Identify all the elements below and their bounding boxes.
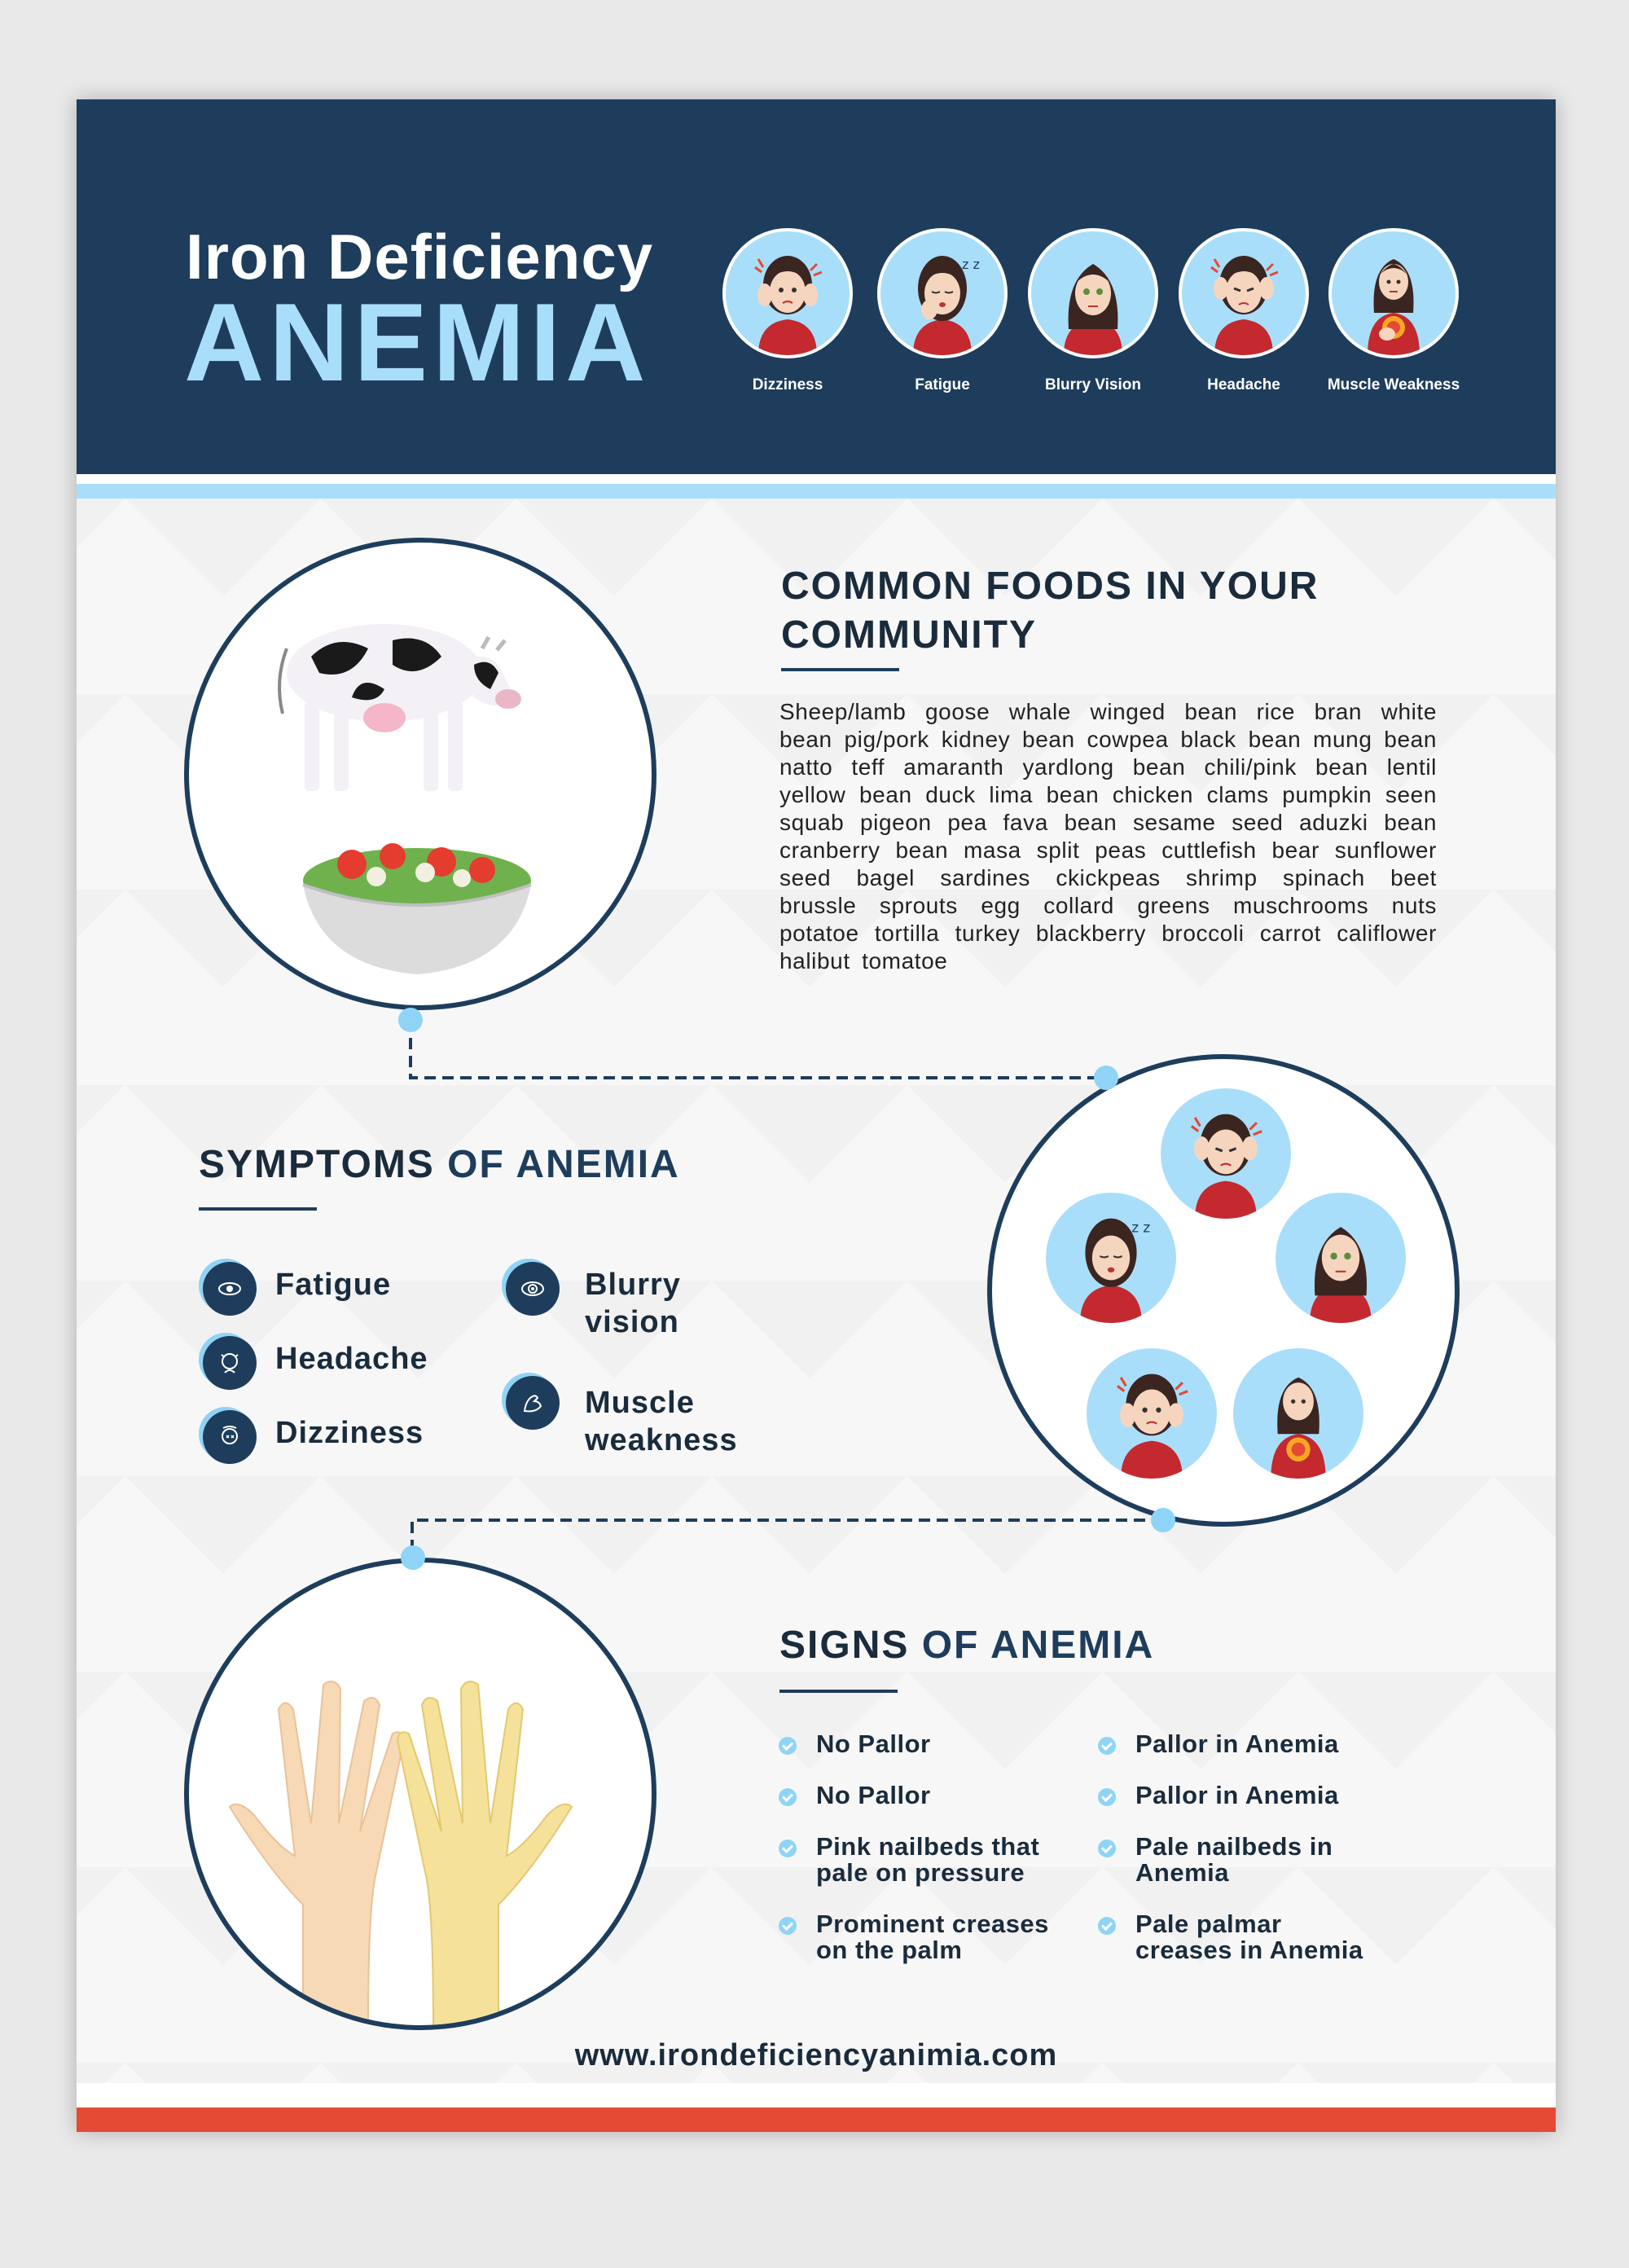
title-line1: Iron Deficiency <box>186 221 654 292</box>
symptom-blurry-line2: vision <box>585 1305 679 1339</box>
footer-accent-bar <box>77 2108 1556 2132</box>
headache-face-icon <box>1161 1088 1291 1219</box>
sign-left-2 <box>816 1782 931 1809</box>
sign-left-4-line2: on the palm <box>816 1936 963 1964</box>
sign-right-2 <box>1135 1782 1339 1809</box>
check-icon <box>1098 1737 1116 1755</box>
check-icon <box>779 1788 797 1806</box>
sign-right-4-line1: Pale palmar <box>1135 1910 1282 1938</box>
sign-right-1-line1: Pallor in Anemia <box>1135 1730 1339 1758</box>
sign-right-4 <box>1135 1911 1363 1963</box>
blurry-vision-face-icon <box>1276 1193 1406 1323</box>
sign-left-4 <box>816 1911 1049 1963</box>
dizziness-face-icon <box>1087 1348 1217 1479</box>
check-icon <box>779 1839 797 1857</box>
connector-dot-symptoms-bottom <box>1151 1508 1175 1532</box>
poster <box>77 99 1556 2132</box>
foods-heading <box>781 562 1319 660</box>
sign-right-3-line1: Pale nailbeds in <box>1135 1832 1333 1861</box>
sign-right-3-line2: Anemia <box>1135 1858 1229 1887</box>
sign-right-1 <box>1135 1731 1339 1757</box>
check-icon <box>1098 1917 1116 1935</box>
fatigue-face-icon <box>1046 1193 1176 1323</box>
muscle-weakness-face-icon <box>1233 1348 1363 1479</box>
check-icon <box>1098 1839 1116 1857</box>
connector-dot-symptoms-top <box>1094 1066 1118 1090</box>
sign-left-3 <box>816 1834 1039 1886</box>
icon-label-muscle-weakness: Muscle Weakness <box>1327 376 1460 393</box>
sign-left-4-line1: Prominent creases <box>816 1910 1049 1938</box>
symptom-muscle-line1: Muscle <box>585 1386 695 1420</box>
sign-right-3 <box>1135 1834 1333 1886</box>
sign-left-1-line1: No Pallor <box>816 1730 931 1758</box>
muscle-icon <box>506 1376 560 1430</box>
symptom-blurry-vision-label <box>585 1266 681 1341</box>
head-icon <box>203 1336 257 1390</box>
sign-left-3-line2: pale on pressure <box>816 1858 1025 1887</box>
signs-heading-word2: OF <box>921 1624 980 1667</box>
icon-label-headache: Headache <box>1207 376 1280 393</box>
symptom-dizziness-label: Dizziness <box>275 1416 424 1450</box>
symptoms-heading-word1: SYMPTOMS <box>199 1143 435 1186</box>
title-line2: ANEMIA <box>184 280 651 404</box>
signs-heading-word1: SIGNS <box>779 1624 910 1667</box>
signs-heading-underline <box>779 1690 898 1693</box>
connector-dot-signs <box>401 1545 425 1570</box>
symptom-muscle-weakness-label <box>585 1384 738 1459</box>
cow-and-salad-illustration <box>189 543 652 1005</box>
eye-icon <box>203 1262 257 1316</box>
dizzy-icon <box>203 1410 257 1464</box>
symptom-muscle-line2: weakness <box>585 1423 738 1457</box>
svg-text:z z: z z <box>962 257 980 272</box>
icon-label-blurry-vision: Blurry Vision <box>1045 376 1141 393</box>
symptoms-faces-circle <box>987 1054 1460 1527</box>
connector-dot-foods <box>398 1008 423 1032</box>
symptoms-heading <box>199 1142 680 1187</box>
symptoms-heading-underline <box>199 1207 317 1211</box>
check-icon <box>779 1737 797 1755</box>
blurry-eye-icon <box>506 1262 560 1316</box>
website-link[interactable]: www.irondeficiencyanimia.com <box>574 2038 1058 2072</box>
sign-right-4-line2: creases in Anemia <box>1135 1936 1363 1964</box>
check-icon <box>1098 1788 1116 1806</box>
symptom-headache-label: Headache <box>275 1342 428 1376</box>
sign-left-1 <box>816 1731 931 1757</box>
check-icon <box>779 1917 797 1935</box>
hands-illustration <box>189 1563 652 2025</box>
sign-left-3-line1: Pink nailbeds that <box>816 1832 1040 1861</box>
foods-list-text: Sheep/lamb goose whale winged bean rice bran white bean pig/pork kidney bean cowpea black bean mung bean natto teff amaranth yardlong bean chili/pink bean lentil yellow bean duck lima bean chicken clams pumpkin seen squab pigeon pea fava bean sesame seed aduzki bean cranberry bean masa split peas cuttlefish bear sunflower seed bagel sardines ckickpeas shrimp spinach beet brussle sprouts egg collard greens muschrooms nuts potatoe tortilla turkey blackberry broccoli carrot califlower halibut tomatoe <box>779 699 1437 974</box>
hands-image-circle <box>184 1558 656 2030</box>
sign-left-2-line1: No Pallor <box>816 1781 931 1809</box>
symptom-blurry-line1: Blurry <box>585 1268 681 1302</box>
icon-label-fatigue: Fatigue <box>915 376 970 393</box>
foods-heading-line1: COMMON FOODS IN YOUR <box>781 565 1319 608</box>
sign-right-2-line1: Pallor in Anemia <box>1135 1781 1339 1809</box>
foods-heading-underline <box>781 668 899 671</box>
foods-image-circle <box>184 538 656 1010</box>
symptom-fatigue-label: Fatigue <box>275 1268 392 1302</box>
signs-heading-word3: ANEMIA <box>990 1624 1155 1667</box>
foods-heading-line2: COMMUNITY <box>781 613 1037 657</box>
icon-label-dizziness: Dizziness <box>752 376 823 393</box>
symptoms-heading-word3: ANEMIA <box>516 1143 680 1186</box>
signs-heading <box>779 1623 1154 1668</box>
symptoms-heading-word2: OF <box>447 1143 505 1186</box>
svg-text:z z: z z <box>1131 1219 1151 1236</box>
